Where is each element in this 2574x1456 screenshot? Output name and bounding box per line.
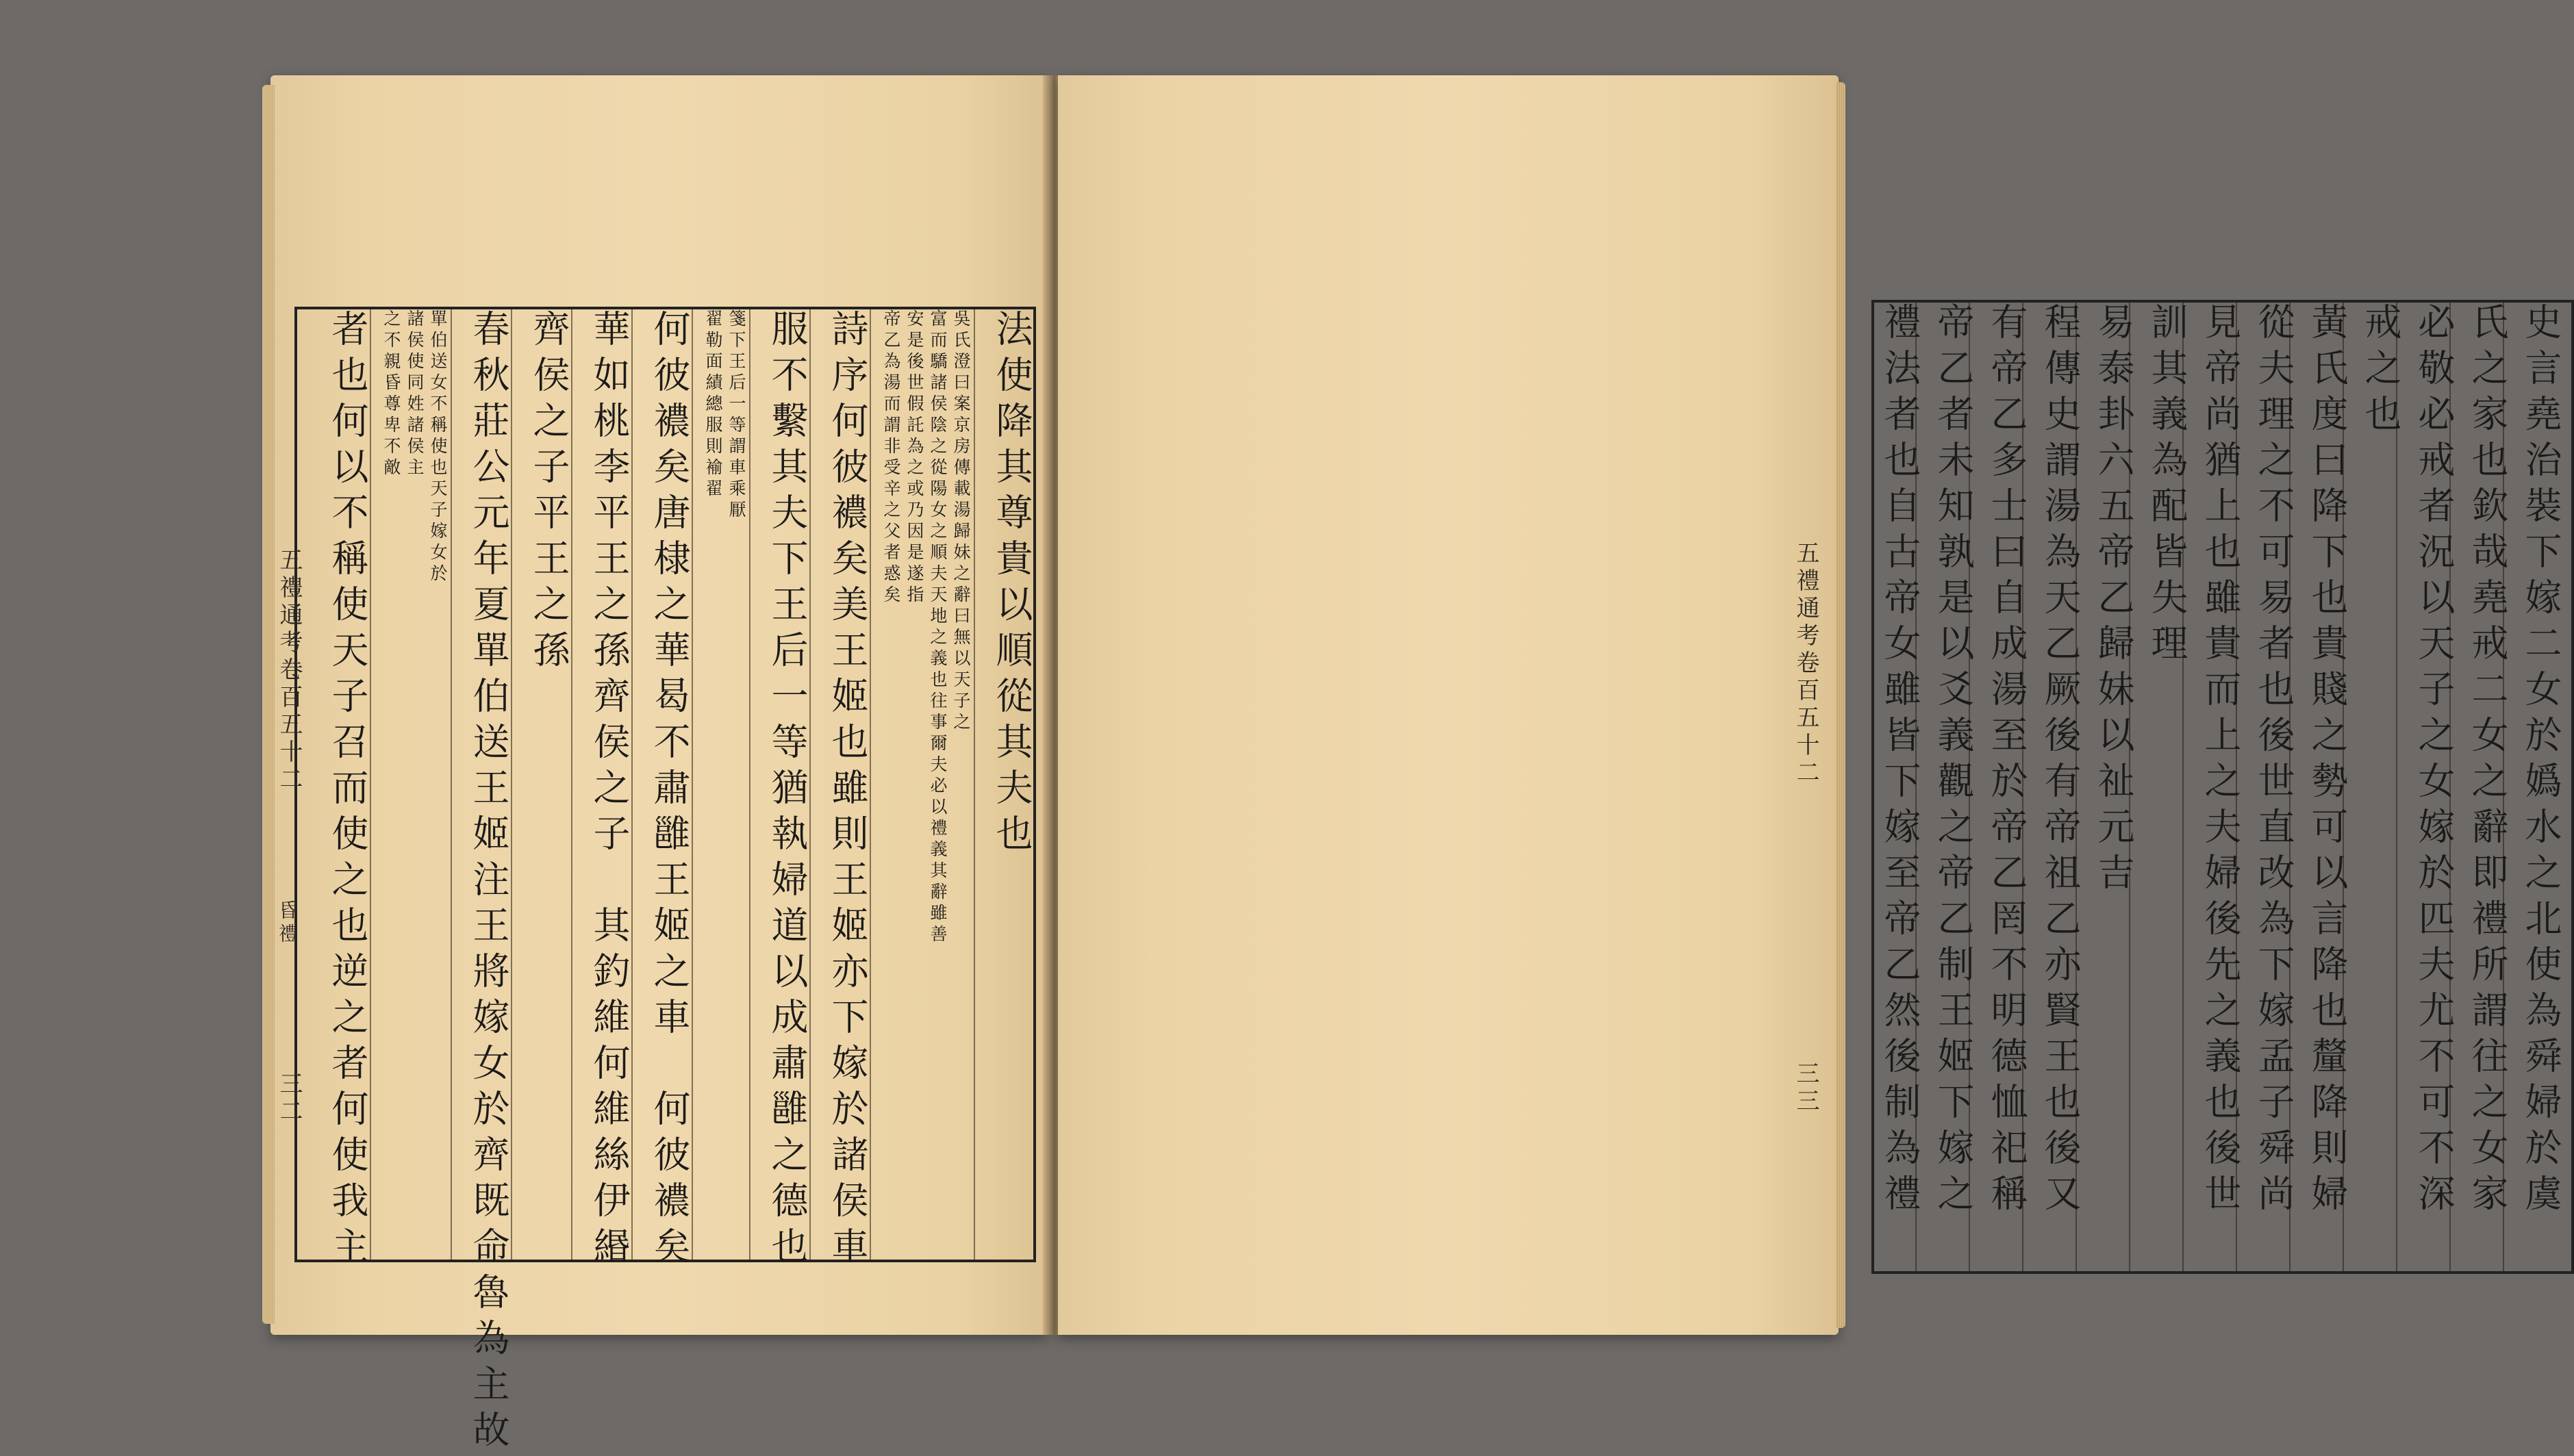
annotation-column: 之不親昏尊卑不敵 [381,309,401,479]
annotation-column: 帝乙為湯而謂非受辛之父者惑矣 [881,309,901,606]
text-column: 有帝乙多士曰自成湯至於帝乙罔不明德恤祀稱 [1985,303,2028,1220]
text-column: 者也何以不稱使天子召而使之也逆之者何使我主 [326,309,369,1273]
left-margin-subtitle: 昏禮 [276,900,299,947]
right-page-number: 三三 [1792,1061,1819,1116]
annotation-column: 富而驕諸侯陰之從陽女之順夫天地之義也往事爾夫必以禮義其辭雖善 [928,309,948,946]
text-column: 氏之家也欽哉堯戒二女之辭即禮所謂往之女家 [2466,303,2509,1220]
text-column: 易泰卦六五帝乙歸妹以祉元吉 [2092,303,2135,899]
text-column: 必敬必戒者況以天子之女嫁於匹夫尤不可不深 [2412,303,2456,1220]
left-page [270,75,1048,1456]
left-margin-title: 五禮通考卷百五十二 [275,548,303,794]
annotation-column: 箋下王后一等謂車乘厭 [727,309,746,522]
text-column: 從夫理之不可易者也後世直改為下嫁孟子舜尚 [2252,303,2295,1220]
text-column: 何彼襛矣唐棣之華曷不肅雝王姬之車 何彼襛矣 [648,309,691,1273]
text-column: 服不繫其夫下王后一等猶執婦道以成肅雝之德也 [766,309,809,1273]
text-column: 程傳史謂湯為天乙厥後有帝祖乙亦賢王也後又 [2039,303,2082,1220]
left-page-number: 三二 [275,1071,303,1126]
text-column: 戒之也 [2359,303,2402,440]
text-column: 黃氏度曰降下也貴賤之勢可以言降也釐降則婦 [2306,303,2349,1220]
annotation-column: 單伯送女不稱使也天子嫁女於 [428,309,448,585]
annotation-column: 諸侯使同姓諸侯主 [405,309,425,479]
open-book [270,75,2562,1456]
text-column: 華如桃李平王之孫齊侯之子 其釣維何維絲伊緡 [588,309,631,1273]
text-column: 訓其義為配皆失理 [2145,303,2188,669]
text-column: 禮法者也自古帝女雖皆下嫁至帝乙然後制為禮 [1878,303,1921,1220]
annotation-column: 吳氏澄曰案京房傳載湯歸妹之辭曰無以天子之 [951,309,971,734]
text-column: 帝乙者未知孰是以爻義觀之帝乙制王姬下嫁之 [1932,303,1975,1220]
annotation-column: 翟勒面績總服則褕翟 [703,309,723,500]
text-column: 詩序何彼襛矣美王姬也雖則王姬亦下嫁於諸侯車 [826,309,869,1273]
text-column: 春秋莊公元年夏單伯送王姬注王將嫁女於齊既命魯為主故 [467,309,510,1456]
text-column: 見帝尚猶上也雖貴而上之夫婦後先之義也後世 [2199,303,2242,1220]
annotation-column: 安是後世假託為之或乃因是遂指 [905,309,924,606]
right-page [1058,75,2562,1335]
right-margin-title: 五禮通考卷百五十二 [1792,541,1819,787]
right-text-frame [1871,300,2574,1274]
text-column: 法使降其尊貴以順從其夫也 [990,309,1033,860]
text-column: 史言堯治裝下嫁二女於嬀水之北使為舜婦於虞 [2519,303,2562,1220]
text-column: 齊侯之子平王之孫 [527,309,570,676]
left-text-frame [294,307,1036,1456]
